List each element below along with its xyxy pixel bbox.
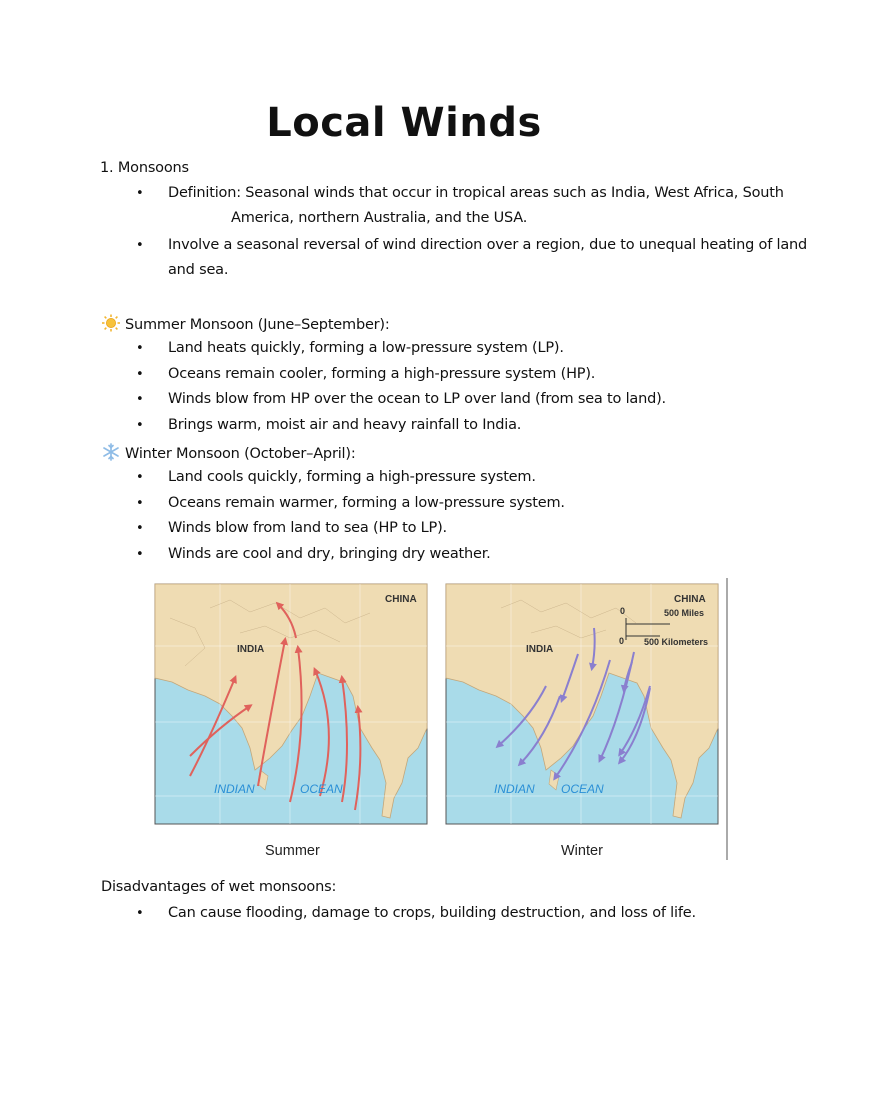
involve-line-2: and sea.: [168, 262, 229, 278]
bullet-dot: •: [136, 186, 144, 201]
bullet-dot: •: [136, 367, 144, 382]
label-india-winter: INDIA: [526, 644, 554, 655]
scale-km: 500 Kilometers: [644, 637, 709, 647]
winter-point-2: Oceans remain warmer, forming a low-pressure system.: [168, 495, 565, 511]
page-title: Local Winds: [266, 100, 542, 146]
summer-point-3: Winds blow from HP over the ocean to LP over land (from sea to land).: [168, 391, 666, 407]
bullet-dot: •: [136, 496, 144, 511]
definition-line-2: America, northern Australia, and the USA.: [231, 210, 528, 226]
bullet-dot: •: [136, 238, 144, 253]
monsoon-maps-figure: [150, 578, 730, 863]
label-ocean-winter: OCEAN: [561, 782, 604, 796]
winter-heading-row: [101, 443, 356, 462]
bullet-dot: •: [136, 521, 144, 536]
disadvantage-point-1: Can cause flooding, damage to crops, building destruction, and loss of life.: [168, 905, 696, 921]
disadvantages-heading: Disadvantages of wet monsoons:: [101, 879, 337, 895]
involve-line-1: Involve a seasonal reversal of wind direction over a region, due to unequal heating of land: [168, 237, 808, 253]
snowflake-icon: [101, 443, 121, 461]
winter-point-1: Land cools quickly, forming a high-pressure system.: [168, 469, 536, 485]
winter-point-4: Winds are cool and dry, bringing dry weather.: [168, 546, 491, 562]
summer-point-1: Land heats quickly, forming a low-pressure system (LP).: [168, 340, 564, 356]
sun-icon: [101, 314, 121, 332]
scale-zero-top: 0: [620, 606, 626, 616]
summer-point-4: Brings warm, moist air and heavy rainfall to India.: [168, 417, 522, 433]
label-china-winter: CHINA: [674, 594, 706, 605]
definition-line-1: Definition: Seasonal winds that occur in tropical areas such as India, West Africa, South: [168, 185, 784, 201]
bullet-dot: •: [136, 470, 144, 485]
label-india-summer: INDIA: [237, 644, 265, 655]
section-heading-monsoons: 1. Monsoons: [100, 160, 189, 176]
bullet-dot: •: [136, 418, 144, 433]
label-ocean-summer: OCEAN: [300, 782, 343, 796]
scale-zero-bottom: 0: [619, 636, 625, 646]
label-china-summer: CHINA: [385, 594, 417, 605]
bullet-dot: •: [136, 906, 144, 921]
caption-winter: Winter: [561, 843, 603, 859]
bullet-dot: •: [136, 392, 144, 407]
summer-heading-row: [101, 314, 390, 333]
summer-point-2: Oceans remain cooler, forming a high-pressure system (HP).: [168, 366, 596, 382]
summer-heading: Summer Monsoon (June–September):: [125, 317, 390, 333]
winter-point-3: Winds blow from land to sea (HP to LP).: [168, 520, 447, 536]
winter-map: [446, 584, 718, 824]
label-indian-winter: INDIAN: [494, 782, 535, 796]
scale-miles: 500 Miles: [664, 608, 705, 618]
winter-heading: Winter Monsoon (October–April):: [125, 446, 356, 462]
caption-summer: Summer: [265, 843, 320, 859]
bullet-dot: •: [136, 341, 144, 356]
bullet-dot: •: [136, 547, 144, 562]
label-indian-summer: INDIAN: [214, 782, 255, 796]
summer-map: [155, 584, 427, 824]
